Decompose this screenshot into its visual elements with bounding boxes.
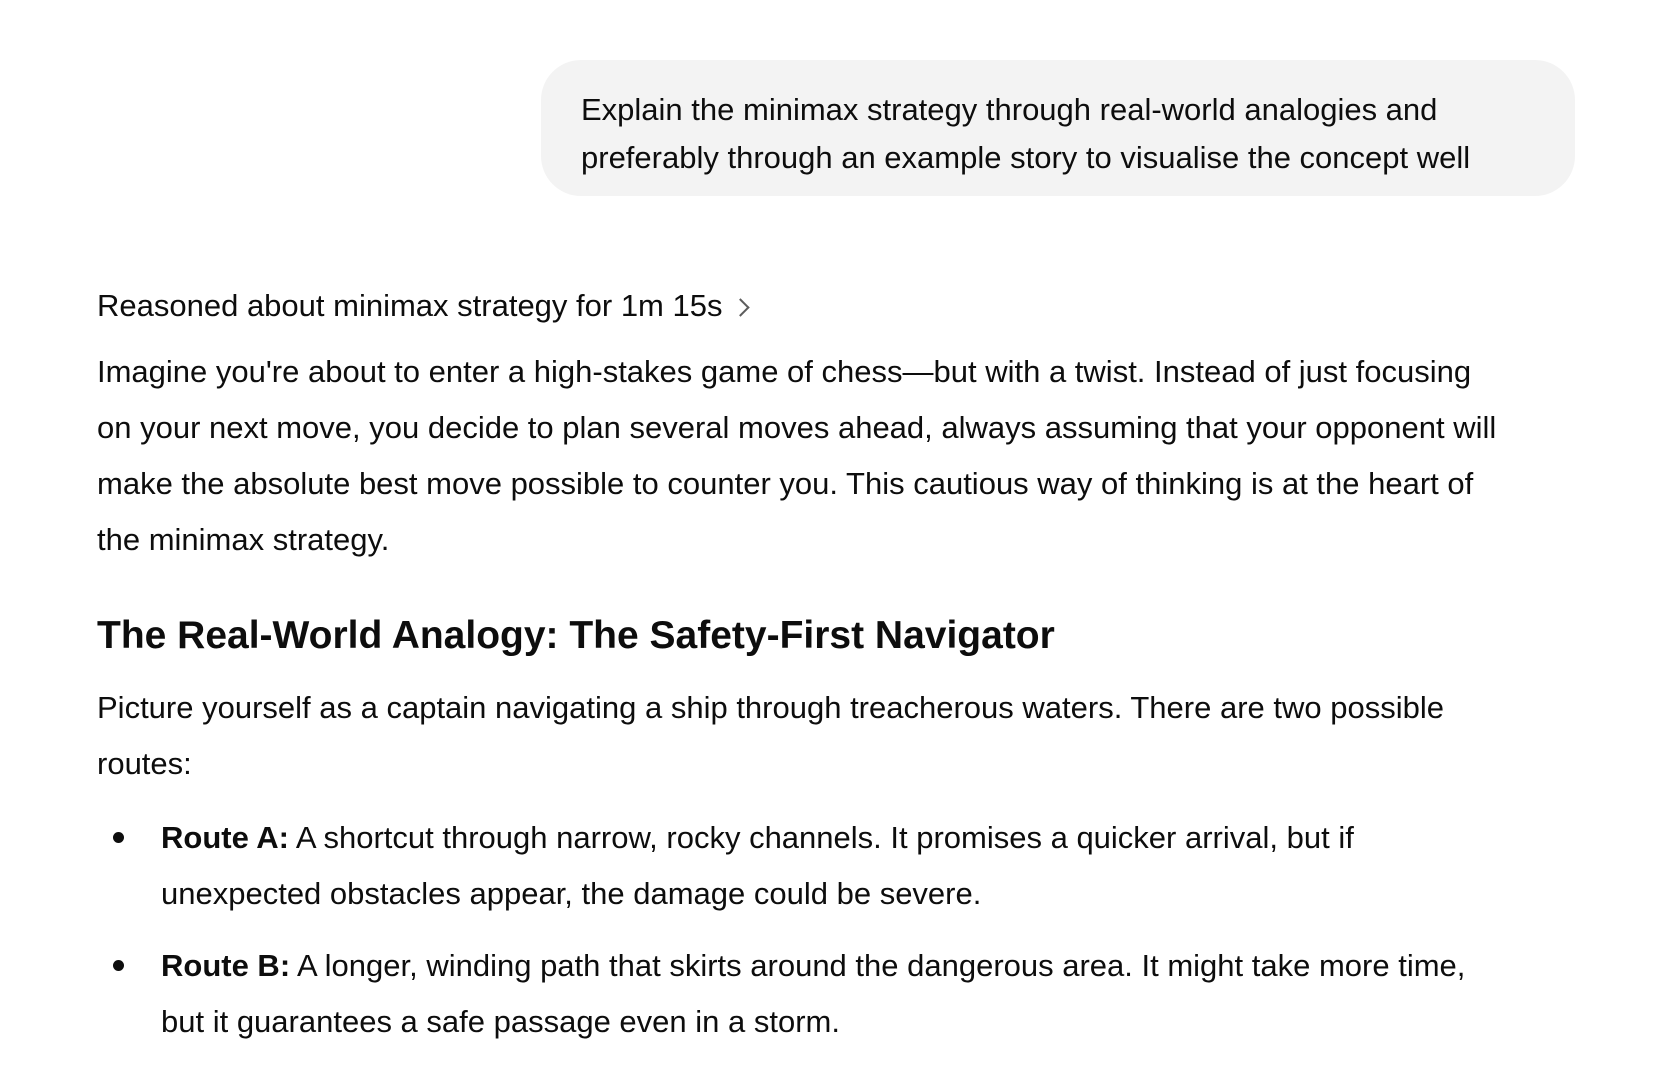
list-item-text: but it guarantees a safe passage even in a storm.	[161, 1004, 840, 1039]
user-message-line: Explain the minimax strategy through real-world analogies and	[581, 92, 1438, 127]
reasoning-toggle-label: Reasoned about minimax strategy for 1m 15s	[97, 288, 723, 323]
response-intro-line: the minimax strategy.	[97, 522, 390, 557]
list-item-route-b	[161, 946, 1465, 986]
section-heading: The Real-World Analogy: The Safety-First Navigator	[97, 614, 1055, 657]
list-item-route-a	[161, 818, 1354, 858]
list-item-text: A longer, winding path that skirts around the dangerous area. It might take more time,	[290, 948, 1466, 983]
reasoning-toggle[interactable]	[97, 286, 747, 326]
list-item-text: unexpected obstacles appear, the damage could be severe.	[161, 876, 982, 911]
response-intro-line: Imagine you're about to enter a high-stakes game of chess—but with a twist. Instead of just focusing	[97, 354, 1472, 389]
response-intro-line: on your next move, you decide to plan several moves ahead, always assuming that your opponent will	[97, 410, 1497, 445]
chevron-right-icon	[732, 298, 750, 316]
response-paragraph-line: routes:	[97, 746, 192, 781]
user-message-line: preferably through an example story to visualise the concept well	[581, 140, 1471, 175]
list-item-title: Route B:	[161, 948, 291, 983]
response-intro-line: make the absolute best move possible to counter you. This cautious way of thinking is at the heart of	[97, 466, 1474, 501]
list-item-text: A shortcut through narrow, rocky channels. It promises a quicker arrival, but if	[289, 820, 1354, 855]
bullet-dot-icon	[113, 960, 124, 971]
list-item-title: Route A:	[161, 820, 289, 855]
bullet-dot-icon	[113, 832, 124, 843]
response-paragraph-line: Picture yourself as a captain navigating a ship through treacherous waters. There are two possible	[97, 690, 1444, 725]
user-message-bubble	[541, 60, 1575, 196]
